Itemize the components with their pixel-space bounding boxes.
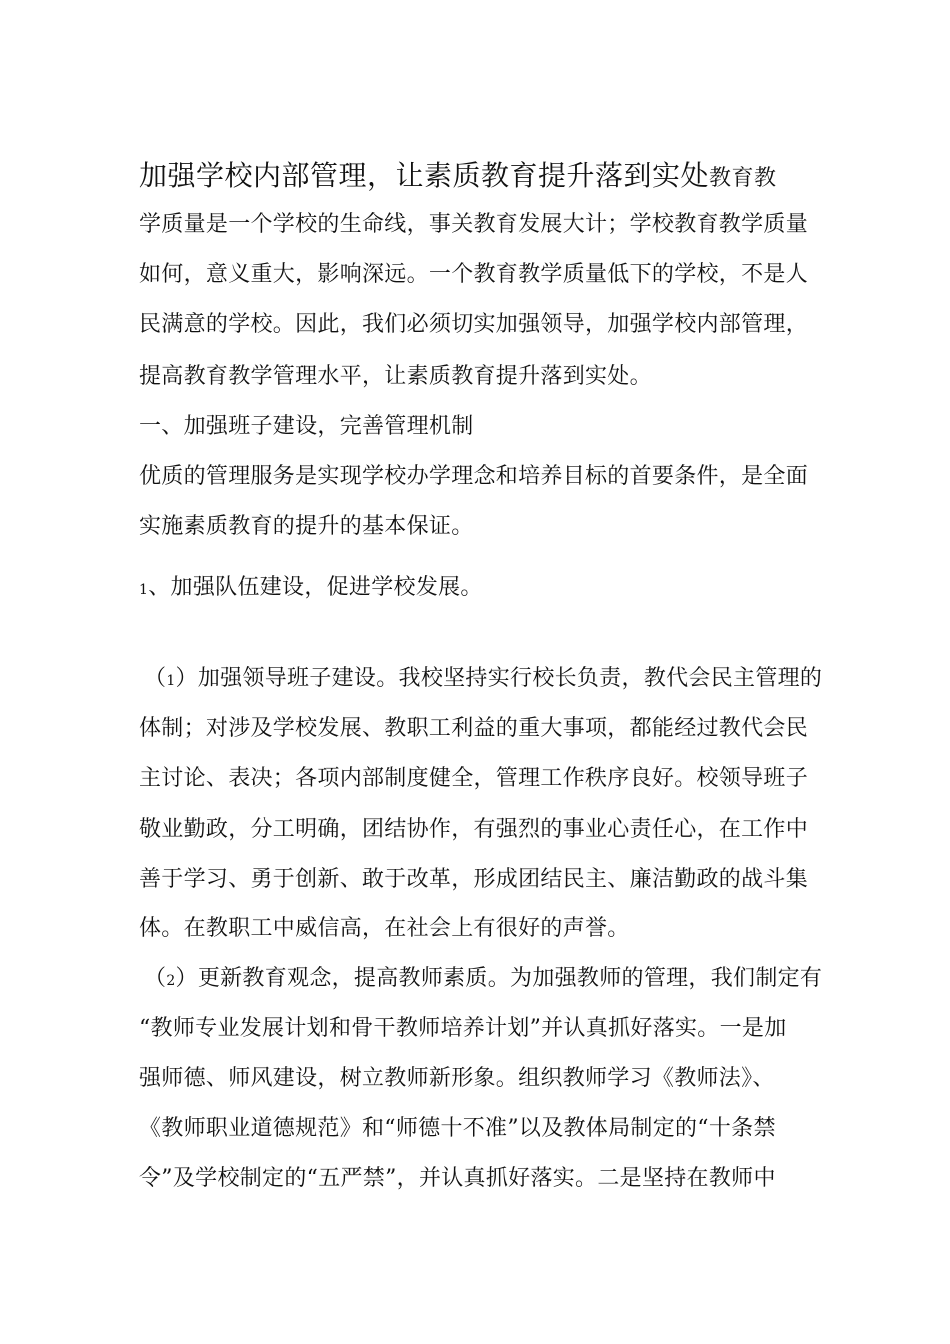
item2-line-3: 强师德、师风建设，树立教师新形象。组织教师学习《教师法》、 — [139, 1066, 775, 1091]
intro-line-4: 提高教育教学管理水平，让素质教育提升落到实处。 — [139, 364, 652, 389]
document-title — [139, 156, 819, 199]
item1-line-5: 善于学习、勇于创新、敢于改革，形成团结民主、廉洁勤政的战斗集 — [139, 867, 809, 892]
item2-line-2: “教师专业发展计划和骨干教师培养计划”并认真抓好落实。一是加 — [139, 1016, 787, 1041]
intro-line-2: 如何，意义重大，影响深远。一个教育教学质量低下的学校，不是人 — [139, 262, 809, 287]
item1-line-1: （1）加强领导班子建设。我校坚持实行校长负责，教代会民主管理的 — [144, 666, 823, 691]
item2-line-5: 令”及学校制定的“五严禁”，并认真抓好落实。二是坚持在教师中 — [139, 1166, 776, 1191]
subsection1-heading — [139, 573, 819, 605]
item1-line-6: 体。在教职工中威信高，在社会上有很好的声誉。 — [139, 916, 630, 941]
section1-line-1: 优质的管理服务是实现学校办学理念和培养目标的首要条件，是全面 — [139, 464, 809, 489]
item1-line-2: 体制；对涉及学校发展、教职工利益的重大事项，都能经过教代会民 — [139, 716, 809, 741]
intro-line-1: 学质量是一个学校的生命线，事关教育发展大计；学校教育教学质量 — [139, 212, 809, 237]
section1-heading: 一、加强班子建设，完善管理机制 — [139, 414, 474, 439]
title-main: 加强学校内部管理，让素质教育提升落到实处 — [139, 159, 710, 192]
title-tail: 教育教 — [709, 166, 777, 191]
item2-first-text: ）更新教育观念，提高教师素质。为加强教师的管理，我们制定有 — [175, 966, 823, 991]
subsection1-text: 、加强队伍建设，促进学校发展。 — [148, 575, 483, 600]
item1-first-text: ）加强领导班子建设。我校坚持实行校长负责，教代会民主管理的 — [175, 666, 823, 691]
section1-line-2: 实施素质教育的提升的基本保证。 — [139, 514, 474, 539]
item2-line-4: 《教师职业道德规范》和“师德十不准”以及教体局制定的“十条禁 — [139, 1116, 776, 1141]
item2-line-1: （2）更新教育观念，提高教师素质。为加强教师的管理，我们制定有 — [144, 966, 823, 991]
subsection1-number: 1 — [139, 582, 149, 598]
intro-line-3: 民满意的学校。因此，我们必须切实加强领导，加强学校内部管理， — [139, 312, 809, 337]
item1-line-3: 主讨论、表决；各项内部制度健全，管理工作秩序良好。校领导班子 — [139, 766, 809, 791]
item2-number: 2 — [166, 973, 176, 989]
item1-line-4: 敬业勤政，分工明确，团结协作，有强烈的事业心责任心，在工作中 — [139, 817, 809, 842]
item1-number: 1 — [166, 673, 176, 689]
